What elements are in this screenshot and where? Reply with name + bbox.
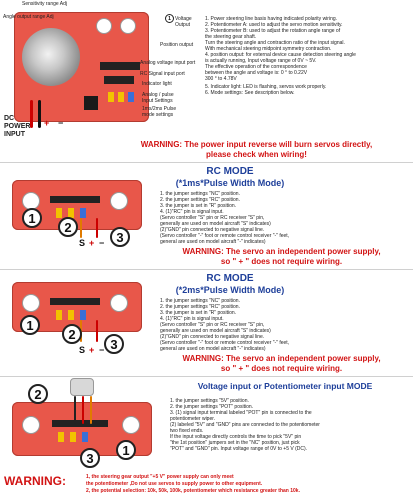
warning-line: WARNING: The servo an independent power supply, (182, 354, 381, 363)
potentiometer-knob (110, 294, 128, 312)
pin-header (50, 298, 100, 305)
warning-line: 1, the steering gear output "+5 V" power supply can only meet (86, 474, 234, 480)
list-item: general are used on model aircraft "-" indicates) (160, 346, 266, 352)
list-item: is actually running, Input voltage range of 0V ~ 5V. (205, 58, 317, 64)
indicator-callout: Indicator light (142, 81, 172, 87)
list-item: (Servo controller "S" pin or RC receiver "S" pin, (160, 215, 265, 221)
warning-line: WARNING: The power input reverse will burn servos directly, (140, 140, 373, 149)
position-output-callout: Position output (160, 42, 194, 48)
power-plus-sign: + (44, 118, 50, 128)
rc2-steps (160, 298, 289, 352)
warning-line: 2, the potential selection: 10k, 50k, 100k, potentiometer which resistance greater than 10k. (86, 488, 300, 494)
vin-title: Voltage input or Potentiometer input MODE (197, 381, 373, 391)
pin-header (50, 196, 100, 203)
vin-step-3-icon: 3 (80, 448, 100, 468)
top-feature-list (205, 16, 356, 96)
rc1-step-2-icon: 2 (58, 217, 78, 237)
divider (0, 269, 413, 270)
power-wire-black (38, 100, 41, 128)
jumper (68, 310, 74, 320)
rc2-step-3-icon: 3 (104, 334, 124, 354)
warning-line: please check when wiring! (206, 150, 307, 159)
list-item: (Servo controller "-" foot or remote control receiver "-" feet, (160, 233, 290, 239)
list-item: "POT" and "GND" pin. Input voltage range of 0V to +5 V (DC). (170, 446, 308, 452)
analog-pulse-callout: Analog / pulse Input Settings (142, 92, 174, 104)
list-item: 1. the jumper settings "NC" position. (160, 298, 240, 304)
list-item: 3. Potentiometer B: used to adjust the rotation angle range of (205, 28, 341, 34)
list-item: 4. position output: for external device cause detection steering angle (205, 52, 356, 58)
rc1-title: RC MODE (206, 166, 254, 177)
list-item: 2. the jumper settings "RC" position. (160, 197, 240, 203)
sensitivity-callout: Sensitivity range Adj (22, 1, 68, 7)
list-item: between the angle and voltage is: 0 ° to 0.22V (205, 70, 308, 76)
warning-line: the potentiometer ,Do not use servos to supply power to other equipment. (86, 481, 263, 487)
external-potentiometer (70, 378, 94, 396)
jumper (56, 208, 62, 218)
warning-line: so " + " does not require wiring. (220, 364, 343, 373)
rc1-step-3-icon: 3 (110, 227, 130, 247)
potentiometer-knob (122, 416, 140, 434)
power-warning (100, 140, 413, 160)
vin-step-1-icon: 1 (116, 440, 136, 460)
ground-wire (96, 218, 98, 238)
bottom-warning-label: WARNING: (4, 474, 66, 488)
list-item: 1. the jumper settings "5V" position. (170, 398, 249, 404)
vin-steps (170, 398, 320, 452)
jumper (70, 432, 76, 442)
list-item: 1. the jumper settings "NC" position. (160, 191, 240, 197)
rc2-step-2-icon: 2 (62, 324, 82, 344)
voltage-output-icon: 1 (165, 14, 174, 23)
list-item: The effective operation of the correspondence (205, 64, 307, 70)
potentiometer-knob (110, 192, 128, 210)
list-item: generally are used on model aircraft "S" indicates) (160, 221, 271, 227)
list-item: 6. Mode settings: See description below. (205, 90, 295, 96)
rc1-pin-plus: + (89, 238, 95, 248)
list-item: (2) labeled "5V" and "GND" pins are connected to the potentiometer (170, 422, 320, 428)
pin-header (52, 420, 108, 427)
chip (84, 96, 98, 110)
jumper (80, 208, 86, 218)
motor-shaft (22, 28, 80, 86)
list-item: 3. the jumper is set in "R" position. (160, 203, 237, 209)
voltage-output-callout: Voltage Output (175, 16, 192, 28)
jumper (56, 310, 62, 320)
list-item: 300 ° to 4.78V (205, 76, 237, 82)
vin-step-2-icon: 2 (28, 384, 48, 404)
list-item: 3. (1) signal input terminal labeled "POT" pin is connected to the (170, 410, 312, 416)
jumper (82, 432, 88, 442)
list-item: the steering gear shaft. (205, 34, 257, 40)
dc-power-callout: DC POWER INPUT (4, 115, 31, 138)
rc1-subtitle: (*1ms*Pulse Width Mode) (175, 178, 285, 188)
list-item: 3. the jumper is set in "R" position. (160, 310, 237, 316)
analog-input-callout: Analog voltage input port (140, 60, 196, 66)
pot-wire (82, 396, 84, 424)
rc2-pin-plus: + (89, 345, 95, 355)
jumper (128, 92, 134, 102)
rc2-subtitle: (*2ms*Pulse Width Mode) (175, 285, 285, 295)
bottom-warning-text (86, 474, 300, 495)
rc1-step-1-icon: 1 (22, 208, 42, 228)
list-item: 2. Potentiometer A: used to adjust the servo motion sensitivity. (205, 22, 343, 28)
list-item: two fixed ends. (170, 428, 204, 434)
rc2-pin-minus: − (99, 345, 105, 355)
list-item: (Servo controller "S" pin or RC receiver "S" pin, (160, 322, 265, 328)
list-item: potentiometer wiper. (170, 416, 216, 422)
list-item: 1. Power steering line basis having indicated polarity wiring. (205, 16, 338, 22)
jumper (58, 432, 64, 442)
pot-wire (74, 396, 76, 424)
list-item: 4. (1)"RC" pin is signal input. (160, 209, 224, 215)
pulse-mode-callout: 1ms/2ms Pulse mode settings (142, 106, 177, 118)
potentiometer-a-knob (96, 18, 112, 34)
rc2-pin-s: S (79, 345, 86, 355)
list-item: 2. the jumper settings "POT" position. (170, 404, 254, 410)
angle-output-callout: Angle output range Adj (3, 14, 54, 20)
list-item: With mechanical steering midpoint symmetry contraction. (205, 46, 332, 52)
potentiometer-b-knob (120, 18, 136, 34)
rc1-pin-s: S (79, 238, 86, 248)
warning-line: WARNING: The servo an independent power supply, (182, 247, 381, 256)
list-item: If the input voltage directly controls the time to pick "5V" pin (170, 434, 302, 440)
divider (0, 162, 413, 163)
list-item: "the 1st position" jumpers set in the "NC" position, just pick (170, 440, 300, 446)
list-item: 5. Indicator light: LED is flashing, servos work properly. (205, 84, 327, 90)
jumper (80, 310, 86, 320)
ground-wire (96, 320, 98, 342)
list-item: (2)"GND" pin connected to negative signal line. (160, 227, 265, 233)
rc2-title: RC MODE (206, 273, 254, 284)
list-item: generally are used on model aircraft "S" indicates) (160, 328, 271, 334)
jumper (108, 92, 114, 102)
pot-wire (90, 396, 92, 424)
signal-wire (80, 218, 82, 238)
list-item: general are used on model aircraft "-" indicates) (160, 239, 266, 245)
rc2-warning (150, 354, 413, 374)
list-item: (2)"GND" pin connected to negative signal line. (160, 334, 265, 340)
jumper (118, 92, 124, 102)
potentiometer-knob (22, 416, 40, 434)
list-item: Turn the steering angle and contraction ratio of the input signal. (205, 40, 345, 46)
rc1-warning (150, 247, 413, 267)
divider (0, 376, 413, 377)
rc-signal-callout: RC Signal input port (140, 71, 185, 77)
rc1-steps (160, 191, 289, 245)
power-minus-sign: − (58, 118, 64, 128)
list-item: 4. (1)"RC" pin is signal input. (160, 316, 224, 322)
warning-line: so " + " does not require wiring. (220, 257, 343, 266)
rc1-pin-minus: − (99, 238, 105, 248)
list-item: (Servo controller "-" foot or remote control receiver "-" feet, (160, 340, 290, 346)
pin-header (100, 62, 140, 70)
list-item: 2. the jumper settings "RC" position. (160, 304, 240, 310)
pin-header (104, 76, 134, 84)
rc2-step-1-icon: 1 (20, 315, 40, 335)
potentiometer-knob (22, 294, 40, 312)
